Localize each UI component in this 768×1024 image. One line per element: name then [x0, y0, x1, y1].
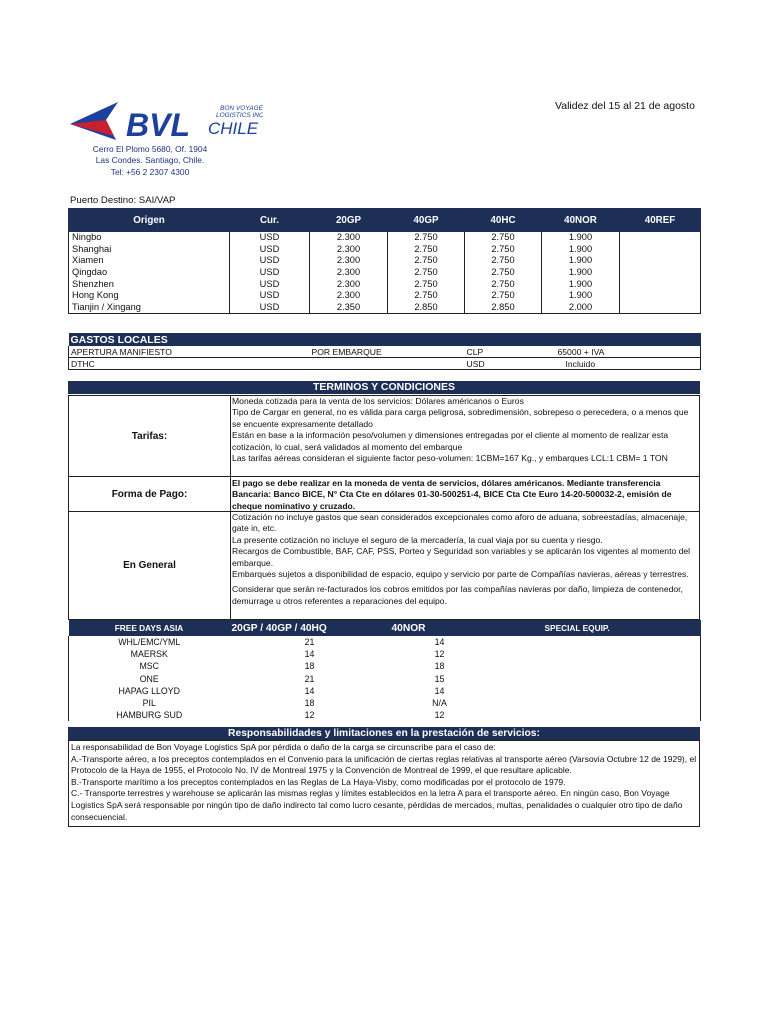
validity-text: Validez del 15 al 21 de agosto [555, 100, 695, 112]
local-charges-title: GASTOS LOCALES [70, 333, 168, 346]
rates-header-row [69, 209, 701, 232]
origin-cell: Tianjin / Xingang [69, 302, 230, 314]
free-days-special [490, 660, 701, 672]
rate-20gp: 2.300 [310, 278, 388, 290]
carrier-cell: MAERSK [69, 648, 230, 660]
rate-40gp: 2.750 [388, 278, 465, 290]
table-row [69, 673, 701, 685]
general-line: Considerar que serán re-facturados los cobros emitidos por las compañías navieras por daño, limpieza de contenedor, demurrage u otros referentes a reparaciones del equipo. [232, 584, 683, 606]
rate-40ref [620, 255, 701, 267]
table-row [69, 267, 701, 279]
responsibilities-paragraph: A.-Transporte aéreo, a los preceptos contemplados en el Convenio para la unificación de ciertas reglas relativas al transporte aéreo (Varsovia Octubre 12 de 1929), el Protocolo de la Haya de 1955, el Protocolo No. IV de Montreal 1975 y la Convención de Montreal de 1999, el que resultare aplicable. [71, 753, 697, 776]
free-days-special [490, 685, 701, 697]
table-row [69, 636, 701, 648]
tarifas-line: Están en base a la información peso/volumen y dimensiones entregadas por el cliente al momento de realizar esta cotización, lo cual, será validados al momento del embarque [232, 430, 669, 452]
col-40hc: 40HC [465, 209, 542, 232]
table-row [69, 648, 701, 660]
free-days-nor: 12 [434, 710, 445, 721]
carrier-cell: HAPAG LLOYD [69, 685, 230, 697]
rate-40hc: 2.750 [465, 255, 542, 267]
col-currency: Cur. [230, 209, 310, 232]
rate-40gp: 2.750 [388, 244, 465, 256]
charge-amount: 65000 + IVA [556, 346, 701, 358]
free-days-table [68, 620, 701, 721]
tarifas-label: Tarifas: [69, 396, 231, 476]
table-row [69, 358, 701, 370]
general-label: En General [69, 512, 231, 619]
general-line: La presente cotización no incluye el seguro de la mercadería, la cual viaja por su cuenta y riesgo. [232, 534, 603, 545]
terms-title: TERMINOS Y CONDICIONES [68, 381, 700, 394]
rate-40ref [620, 302, 701, 314]
carrier-cell: WHL/EMC/YML [69, 636, 230, 648]
responsibilities-paragraph: La responsabilidad de Bon Voyage Logistics SpA por pérdida o daño de la carga se circunscribe para el caso de: [71, 742, 496, 752]
rate-40nor: 1.900 [542, 267, 620, 279]
free-days-special [490, 636, 701, 648]
rate-20gp: 2.300 [310, 244, 388, 256]
responsibilities-paragraph: B.-Transporte marítimo a los preceptos contemplados en las Reglas de La Haya-Visby, como modificadas por el protocolo de 1979. [71, 776, 566, 787]
responsibilities-text [68, 740, 700, 827]
charge-basis: POR EMBARQUE [310, 346, 465, 358]
logo-tagline-2: LOGISTICS INC. [216, 112, 263, 119]
charge-name: DTHC [69, 358, 310, 370]
rate-40gp: 2.750 [388, 255, 465, 267]
general-line: Recargos de Combustible, BAF, CAF, PSS, Porteo y Seguridad son variables y se aplicarán los vigentes al momento del embarque. [232, 546, 691, 568]
rate-40nor: 1.900 [542, 232, 620, 244]
rate-40hc: 2.750 [465, 278, 542, 290]
currency-cell: USD [230, 278, 310, 290]
nor-header: 40NOR [391, 622, 426, 634]
free-days-header [69, 620, 701, 636]
special-equip-header: SPECIAL EQUIP. [544, 623, 610, 633]
general-line: Embarques sujetos a disponibilidad de espacio, equipo y servicio por parte de Compañías navieras, aéreas y terrestres. [232, 569, 689, 580]
table-row [69, 709, 701, 721]
free-days-nor: 12 [434, 649, 445, 660]
rate-20gp: 2.300 [310, 290, 388, 302]
free-days-special [490, 697, 701, 709]
free-days-containers: 21 [304, 637, 315, 648]
charge-name: APERTURA MANIFIESTO [69, 346, 310, 358]
origin-cell: Ningbo [69, 232, 230, 244]
table-row [69, 255, 701, 267]
forma-pago-text: El pago se debe realizar en la moneda de venta de servicios, dólares américanos. Mediante transferencia Bancaria: Banco BICE, N° Cta Cte en dólares 01-30-500251-4, BICE Cta Cte Euro 14-20-500032-2, emisión de cheque nominativo y cruzado. [232, 478, 672, 511]
address-line-1: Cerro El Plomo 5680, Of. 1904 [92, 144, 208, 154]
rate-40ref [620, 290, 701, 302]
free-days-containers: 14 [304, 685, 315, 696]
responsibilities-title: Responsabilidades y limitaciones en la prestación de servicios: [68, 727, 700, 740]
table-row [69, 244, 701, 256]
col-20gp: 20GP [310, 209, 388, 232]
rate-40gp: 2.750 [388, 232, 465, 244]
free-days-body [69, 636, 701, 721]
general-text [232, 512, 697, 607]
rate-40hc: 2.750 [465, 267, 542, 279]
rate-40gp: 2.750 [388, 267, 465, 279]
carrier-cell: PIL [69, 697, 230, 709]
carrier-cell: MSC [69, 660, 230, 672]
free-days-containers: 18 [304, 698, 315, 709]
rate-40nor: 1.900 [542, 244, 620, 256]
col-origen: Origen [69, 209, 230, 232]
local-charges-table [68, 333, 701, 370]
carrier-cell: ONE [69, 673, 230, 685]
forma-pago-section [68, 476, 700, 512]
rate-40nor: 1.900 [542, 278, 620, 290]
tarifas-line: Moneda cotizada para la venta de los servicios: Dólares américanos o Euros [232, 396, 524, 406]
origin-cell: Shenzhen [69, 278, 230, 290]
rate-40ref [620, 232, 701, 244]
col-40gp: 40GP [388, 209, 465, 232]
origin-cell: Shanghai [69, 244, 230, 256]
col-40nor: 40NOR [542, 209, 620, 232]
rate-40hc: 2.750 [465, 232, 542, 244]
destination-port: Puerto Destino: SAI/VAP [70, 195, 176, 206]
free-days-containers: 18 [304, 661, 315, 672]
tarifas-line: Tipo de Cargar en general, no es válida para carga peligrosa, sobredimensión, sobrepeso o perecedera, o a menos que se encuente expresamente detallado [232, 407, 689, 429]
rate-40gp: 2.850 [388, 302, 465, 314]
rate-40ref [620, 278, 701, 290]
rate-40nor: 1.900 [542, 290, 620, 302]
bvl-logo-graphic [68, 100, 263, 142]
currency-cell: USD [230, 290, 310, 302]
rate-40gp: 2.750 [388, 290, 465, 302]
logo-tagline-1: BON VOYAGE [220, 105, 263, 112]
free-days-asia-header: FREE DAYS ASIA [114, 623, 184, 633]
table-row [69, 278, 701, 290]
rate-20gp: 2.300 [310, 255, 388, 267]
forma-pago-label: Forma de Pago: [69, 477, 231, 511]
rates-body [69, 232, 701, 314]
table-row [69, 685, 701, 697]
free-days-special [490, 648, 701, 660]
charge-currency: USD [465, 358, 556, 370]
table-row [69, 290, 701, 302]
bvl-logo [68, 100, 263, 142]
carrier-cell: HAMBURG SUD [69, 709, 230, 721]
tarifas-line: Las tarifas aéreas consideran el siguiente factor peso-volumen: 1CBM=167 Kg., y embarques LCL:1 CBM= 1 TON [232, 453, 668, 464]
logo-country: CHILE [208, 119, 259, 138]
currency-cell: USD [230, 232, 310, 244]
rate-20gp: 2.350 [310, 302, 388, 314]
free-days-nor: 18 [434, 661, 445, 672]
table-row [69, 232, 701, 244]
free-days-nor: 14 [434, 637, 445, 648]
rate-40nor: 2.000 [542, 302, 620, 314]
origin-cell: Xiamen [69, 255, 230, 267]
containers-header: 20GP / 40GP / 40HQ [231, 622, 327, 634]
currency-cell: USD [230, 267, 310, 279]
rate-40hc: 2.750 [465, 244, 542, 256]
origin-cell: Hong Kong [69, 290, 230, 302]
general-line: Cotización no incluye gastos que sean considerados excepcionales como aforo de aduana, sobreestadías, almacenaje, gate in, etc. [232, 512, 688, 534]
free-days-containers: 21 [304, 673, 315, 684]
rate-40ref [620, 267, 701, 279]
rate-20gp: 2.300 [310, 267, 388, 279]
table-row [69, 302, 701, 314]
free-days-containers: 12 [304, 710, 315, 721]
free-days-special [490, 709, 701, 721]
currency-cell: USD [230, 244, 310, 256]
free-days-nor: 14 [434, 685, 445, 696]
rates-table [68, 208, 701, 314]
logo-brand: BVL [126, 107, 190, 142]
rate-40hc: 2.750 [465, 290, 542, 302]
free-days-nor: N/A [432, 698, 447, 709]
address-phone: Tel: +56 2 2307 4300 [110, 166, 190, 177]
table-row [69, 697, 701, 709]
address-line-2: Las Condes. Santiago, Chile. [95, 155, 205, 166]
origin-cell: Qingdao [69, 267, 230, 279]
tarifas-text [232, 396, 697, 464]
responsibilities-paragraph: C.- Transporte terrestres y warehouse se aplicarán las mismas reglas y límites establecidos en la letra A para el transporte aéreo. En ningún caso, Bon Voyage Logistics SpA será responsable por ningún tipo de daño indirecto tal como lucro cesante, pérdidas de mercados, multas, penalidades o cualquier otro tipo de daño consecuencial. [71, 788, 683, 822]
local-charges-header [69, 333, 701, 346]
rate-40hc: 2.850 [465, 302, 542, 314]
col-40ref: 40REF [620, 209, 701, 232]
free-days-containers: 14 [304, 649, 315, 660]
charge-currency: CLP [465, 346, 556, 358]
tarifas-section [68, 395, 700, 477]
general-section [68, 511, 700, 620]
charge-basis [310, 358, 465, 370]
free-days-special [490, 673, 701, 685]
currency-cell: USD [230, 302, 310, 314]
rate-40nor: 1.900 [542, 255, 620, 267]
free-days-nor: 15 [434, 673, 445, 684]
table-row [69, 346, 701, 358]
charge-amount: Incluido [556, 358, 701, 370]
table-row [69, 660, 701, 672]
rate-20gp: 2.300 [310, 232, 388, 244]
rate-40ref [620, 244, 701, 256]
currency-cell: USD [230, 255, 310, 267]
company-address [60, 144, 240, 178]
